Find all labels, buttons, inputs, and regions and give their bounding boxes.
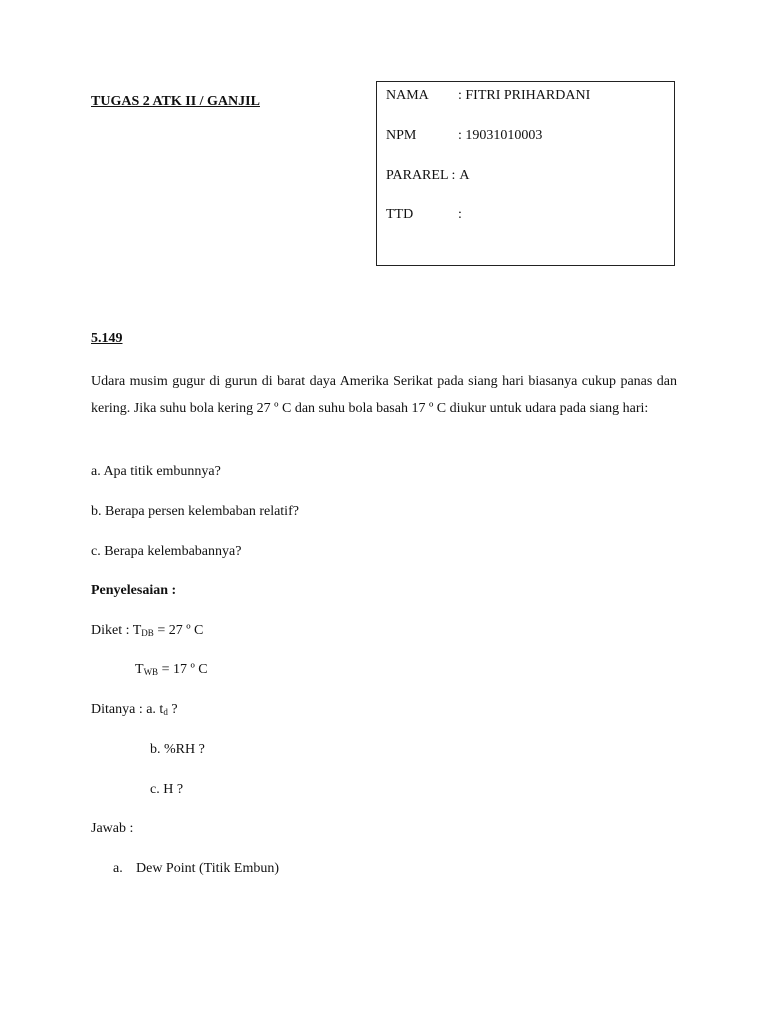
tdb-subscript: DB [141, 628, 154, 638]
assignment-title: TUGAS 2 ATK II / GANJIL [91, 94, 260, 109]
npm-row [386, 128, 542, 144]
ditanya-label: Ditanya : a. t [91, 702, 164, 717]
twb-subscript: WB [143, 667, 159, 677]
pararel-value: A [459, 168, 470, 183]
student-identity-box [376, 81, 675, 266]
pararel-label: PARAREL : [386, 168, 456, 183]
npm-value: : 19031010003 [458, 128, 543, 143]
problem-number: 5.149 [91, 331, 123, 346]
twb-value: = 17 º C [158, 662, 208, 677]
ttd-value: : [458, 207, 462, 222]
npm-label: NPM [386, 128, 417, 143]
question-b: b. Berapa persen kelembaban relatif? [91, 504, 299, 519]
name-value: : FITRI PRIHARDANI [458, 88, 591, 103]
known-twb [135, 662, 208, 678]
name-label: NAMA [386, 88, 429, 103]
answer-label: Jawab : [91, 821, 134, 836]
diket-label: Diket : T [91, 623, 142, 638]
solution-heading: Penyelesaian : [91, 583, 177, 598]
list-marker-a: a. [113, 861, 123, 876]
asked-rh: b. %RH ? [150, 742, 205, 757]
known-tdb [91, 623, 203, 639]
asked-td [91, 702, 178, 718]
answer-list-item-a [113, 861, 279, 877]
asked-h: c. H ? [150, 782, 184, 797]
td-question: ? [167, 702, 178, 717]
pararel-row [386, 168, 470, 184]
problem-statement: Udara musim gugur di gurun di barat daya Amerika Serikat pada siang hari biasanya cukup panas dan kering. Jika suhu bola kering 27 º C dan suhu bola basah 17 º C diukur untuk udara pada siang hari: [91, 374, 677, 416]
twb-symbol: T [135, 662, 144, 677]
question-a: a. Apa titik embunnya? [91, 464, 221, 479]
td-subscript: d [163, 707, 168, 717]
ttd-label: TTD [386, 207, 414, 222]
ttd-row [386, 207, 462, 223]
name-row [386, 88, 590, 104]
dew-point-heading: Dew Point (Titik Embun) [136, 861, 279, 876]
tdb-value: = 27 º C [153, 623, 204, 638]
question-c: c. Berapa kelembabannya? [91, 544, 242, 559]
